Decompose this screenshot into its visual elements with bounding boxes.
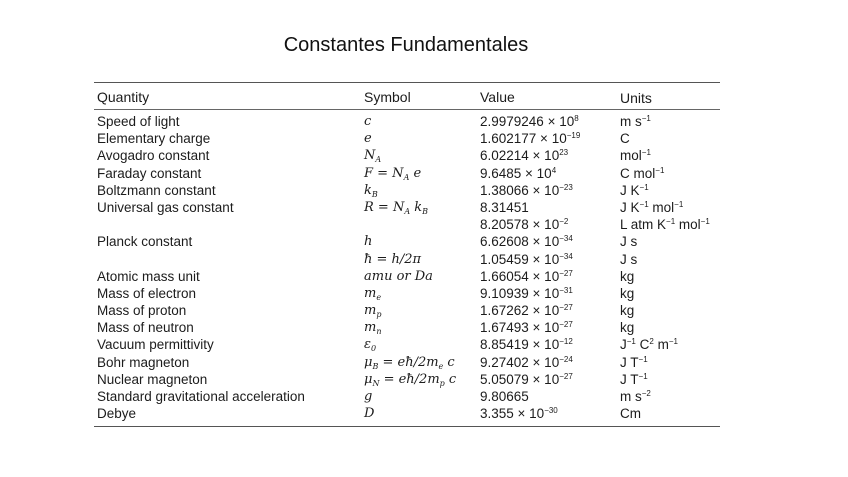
value-cell: $8.20578 \times 10^{-2}$ bbox=[480, 217, 569, 233]
units-cell: J s bbox=[620, 234, 638, 250]
symbol-cell: $m_e$ bbox=[364, 285, 382, 302]
quantity-cell: Bohr magneton bbox=[97, 354, 190, 370]
value-cell: $2.9979246 \times 10^8$ bbox=[480, 114, 579, 129]
table-row bbox=[94, 285, 720, 302]
value-cell: $3.355 \times 10^{-30}$ bbox=[480, 406, 558, 422]
quantity-cell: Mass of electron bbox=[97, 285, 197, 301]
header-units: Units bbox=[620, 90, 652, 106]
table-row bbox=[94, 182, 720, 199]
table-bottom-rule bbox=[94, 426, 720, 427]
units-cell: kg bbox=[620, 320, 635, 336]
units-cell: J s bbox=[620, 251, 638, 267]
quantity-cell: Vacuum permittivity bbox=[97, 337, 214, 353]
table-row bbox=[94, 251, 720, 268]
value-cell: $6.02214 \times 10^{23}$ bbox=[480, 148, 569, 164]
table-row bbox=[94, 199, 720, 216]
value-cell: $5.05079 \times 10^{-27}$ bbox=[480, 371, 573, 387]
table-row bbox=[94, 233, 720, 250]
value-cell: 8.31451 bbox=[480, 199, 529, 215]
quantity-cell: Mass of proton bbox=[97, 303, 187, 319]
symbol-cell: $F = N_A$ e bbox=[364, 165, 422, 182]
quantity-cell: Planck constant bbox=[97, 234, 193, 250]
quantity-cell: Universal gas constant bbox=[97, 199, 234, 215]
quantity-cell: Boltzmann constant bbox=[97, 182, 216, 198]
table-row bbox=[94, 216, 720, 233]
table-row bbox=[94, 165, 720, 182]
table-row bbox=[94, 268, 720, 285]
symbol-cell: amu or Da bbox=[364, 268, 433, 284]
value-cell: $1.67262 \times 10^{-27}$ bbox=[480, 303, 573, 319]
symbol-cell: $m_n$ bbox=[364, 320, 382, 337]
table-row bbox=[94, 336, 720, 353]
header-value: Value bbox=[480, 89, 515, 105]
value-cell: $1.602177 \times 10^{-19}$ bbox=[480, 131, 581, 147]
table-body bbox=[94, 113, 720, 422]
units-cell: m $s^{-2}$ bbox=[620, 389, 651, 404]
symbol-cell: e bbox=[364, 131, 372, 147]
quantity-cell: Debye bbox=[97, 406, 137, 422]
value-cell: $1.05459 \times 10^{-34}$ bbox=[480, 251, 573, 267]
units-cell: kg bbox=[620, 303, 635, 319]
table-row bbox=[94, 113, 720, 130]
units-cell: J $K^{-1}$ mol$^{-1}$ bbox=[620, 199, 684, 215]
value-cell: $8.85419 \times 10^{-12}$ bbox=[480, 337, 573, 353]
page-title: Constantes Fundamentales bbox=[283, 34, 529, 56]
quantity-cell: Faraday constant bbox=[97, 165, 202, 181]
value-cell: $6.62608 \times 10^{-34}$ bbox=[480, 234, 573, 250]
table-row bbox=[94, 371, 720, 388]
symbol-cell: h bbox=[364, 234, 373, 250]
units-cell: kg bbox=[620, 285, 635, 301]
quantity-cell: Nuclear magneton bbox=[97, 371, 208, 387]
quantity-cell: Elementary charge bbox=[97, 131, 211, 147]
units-cell: C bbox=[620, 131, 630, 147]
table-row bbox=[94, 388, 720, 405]
table-header-row bbox=[94, 87, 720, 107]
value-cell: $9.10939 \times 10^{-31}$ bbox=[480, 285, 573, 301]
table-row bbox=[94, 405, 720, 422]
value-cell: $1.67493 \times 10^{-27}$ bbox=[480, 320, 573, 336]
units-cell: L atm $K^{-1}$ mol$^{-1}$ bbox=[620, 217, 710, 233]
quantity-cell: Atomic mass unit bbox=[97, 268, 200, 284]
symbol-cell: $\mu_N$ = $eħ/2m_p$ c bbox=[364, 371, 457, 388]
units-cell: J $T^{-1}$ bbox=[620, 354, 648, 370]
symbol-cell: $R = N_A$ $k_B$ bbox=[364, 199, 429, 216]
header-quantity: Quantity bbox=[97, 89, 150, 105]
table-header-rule bbox=[94, 109, 720, 110]
symbol-cell: D bbox=[364, 406, 375, 422]
quantity-cell: Mass of neutron bbox=[97, 320, 194, 336]
quantity-cell: Speed of light bbox=[97, 114, 180, 129]
table-top-rule bbox=[94, 82, 720, 83]
symbol-cell: $N_A$ bbox=[364, 148, 382, 165]
quantity-cell: Standard gravitational acceleration bbox=[97, 389, 305, 404]
units-cell: mol$^{-1}$ bbox=[620, 148, 651, 164]
value-cell: 9.80665 bbox=[480, 389, 529, 404]
table-row bbox=[94, 354, 720, 371]
units-cell: Cm bbox=[620, 406, 641, 422]
symbol-cell: $k_B$ bbox=[364, 182, 378, 199]
symbol-cell: $m_p$ bbox=[364, 303, 382, 320]
symbol-cell: $\mu_B$ = $eħ/2m_e$ c bbox=[364, 354, 455, 371]
units-cell: m $s^{-1}$ bbox=[620, 114, 651, 129]
symbol-cell: c bbox=[364, 114, 372, 129]
symbol-cell: $\varepsilon_0$ bbox=[364, 337, 377, 354]
value-cell: $9.27402 \times 10^{-24}$ bbox=[480, 354, 573, 370]
units-cell: J $T^{-1}$ bbox=[620, 371, 648, 387]
table-row bbox=[94, 147, 720, 164]
units-cell: C mol$^{-1}$ bbox=[620, 165, 665, 181]
value-cell: $1.66054 \times 10^{-27}$ bbox=[480, 268, 573, 284]
quantity-cell: Avogadro constant bbox=[97, 148, 210, 164]
value-cell: $1.38066 \times 10^{-23}$ bbox=[480, 182, 573, 198]
value-cell: $9.6485 \times 10^4$ bbox=[480, 165, 557, 181]
units-cell: kg bbox=[620, 268, 635, 284]
table-row bbox=[94, 130, 720, 147]
table-row bbox=[94, 319, 720, 336]
symbol-cell: g bbox=[364, 389, 373, 404]
header-symbol: Symbol bbox=[364, 89, 411, 105]
table-row bbox=[94, 302, 720, 319]
units-cell: $J^{-1}$ $C^2$ $m^{-1}$ bbox=[620, 337, 678, 353]
units-cell: J $K^{-1}$ bbox=[620, 182, 649, 198]
symbol-cell: ħ = h/2π bbox=[364, 251, 422, 267]
